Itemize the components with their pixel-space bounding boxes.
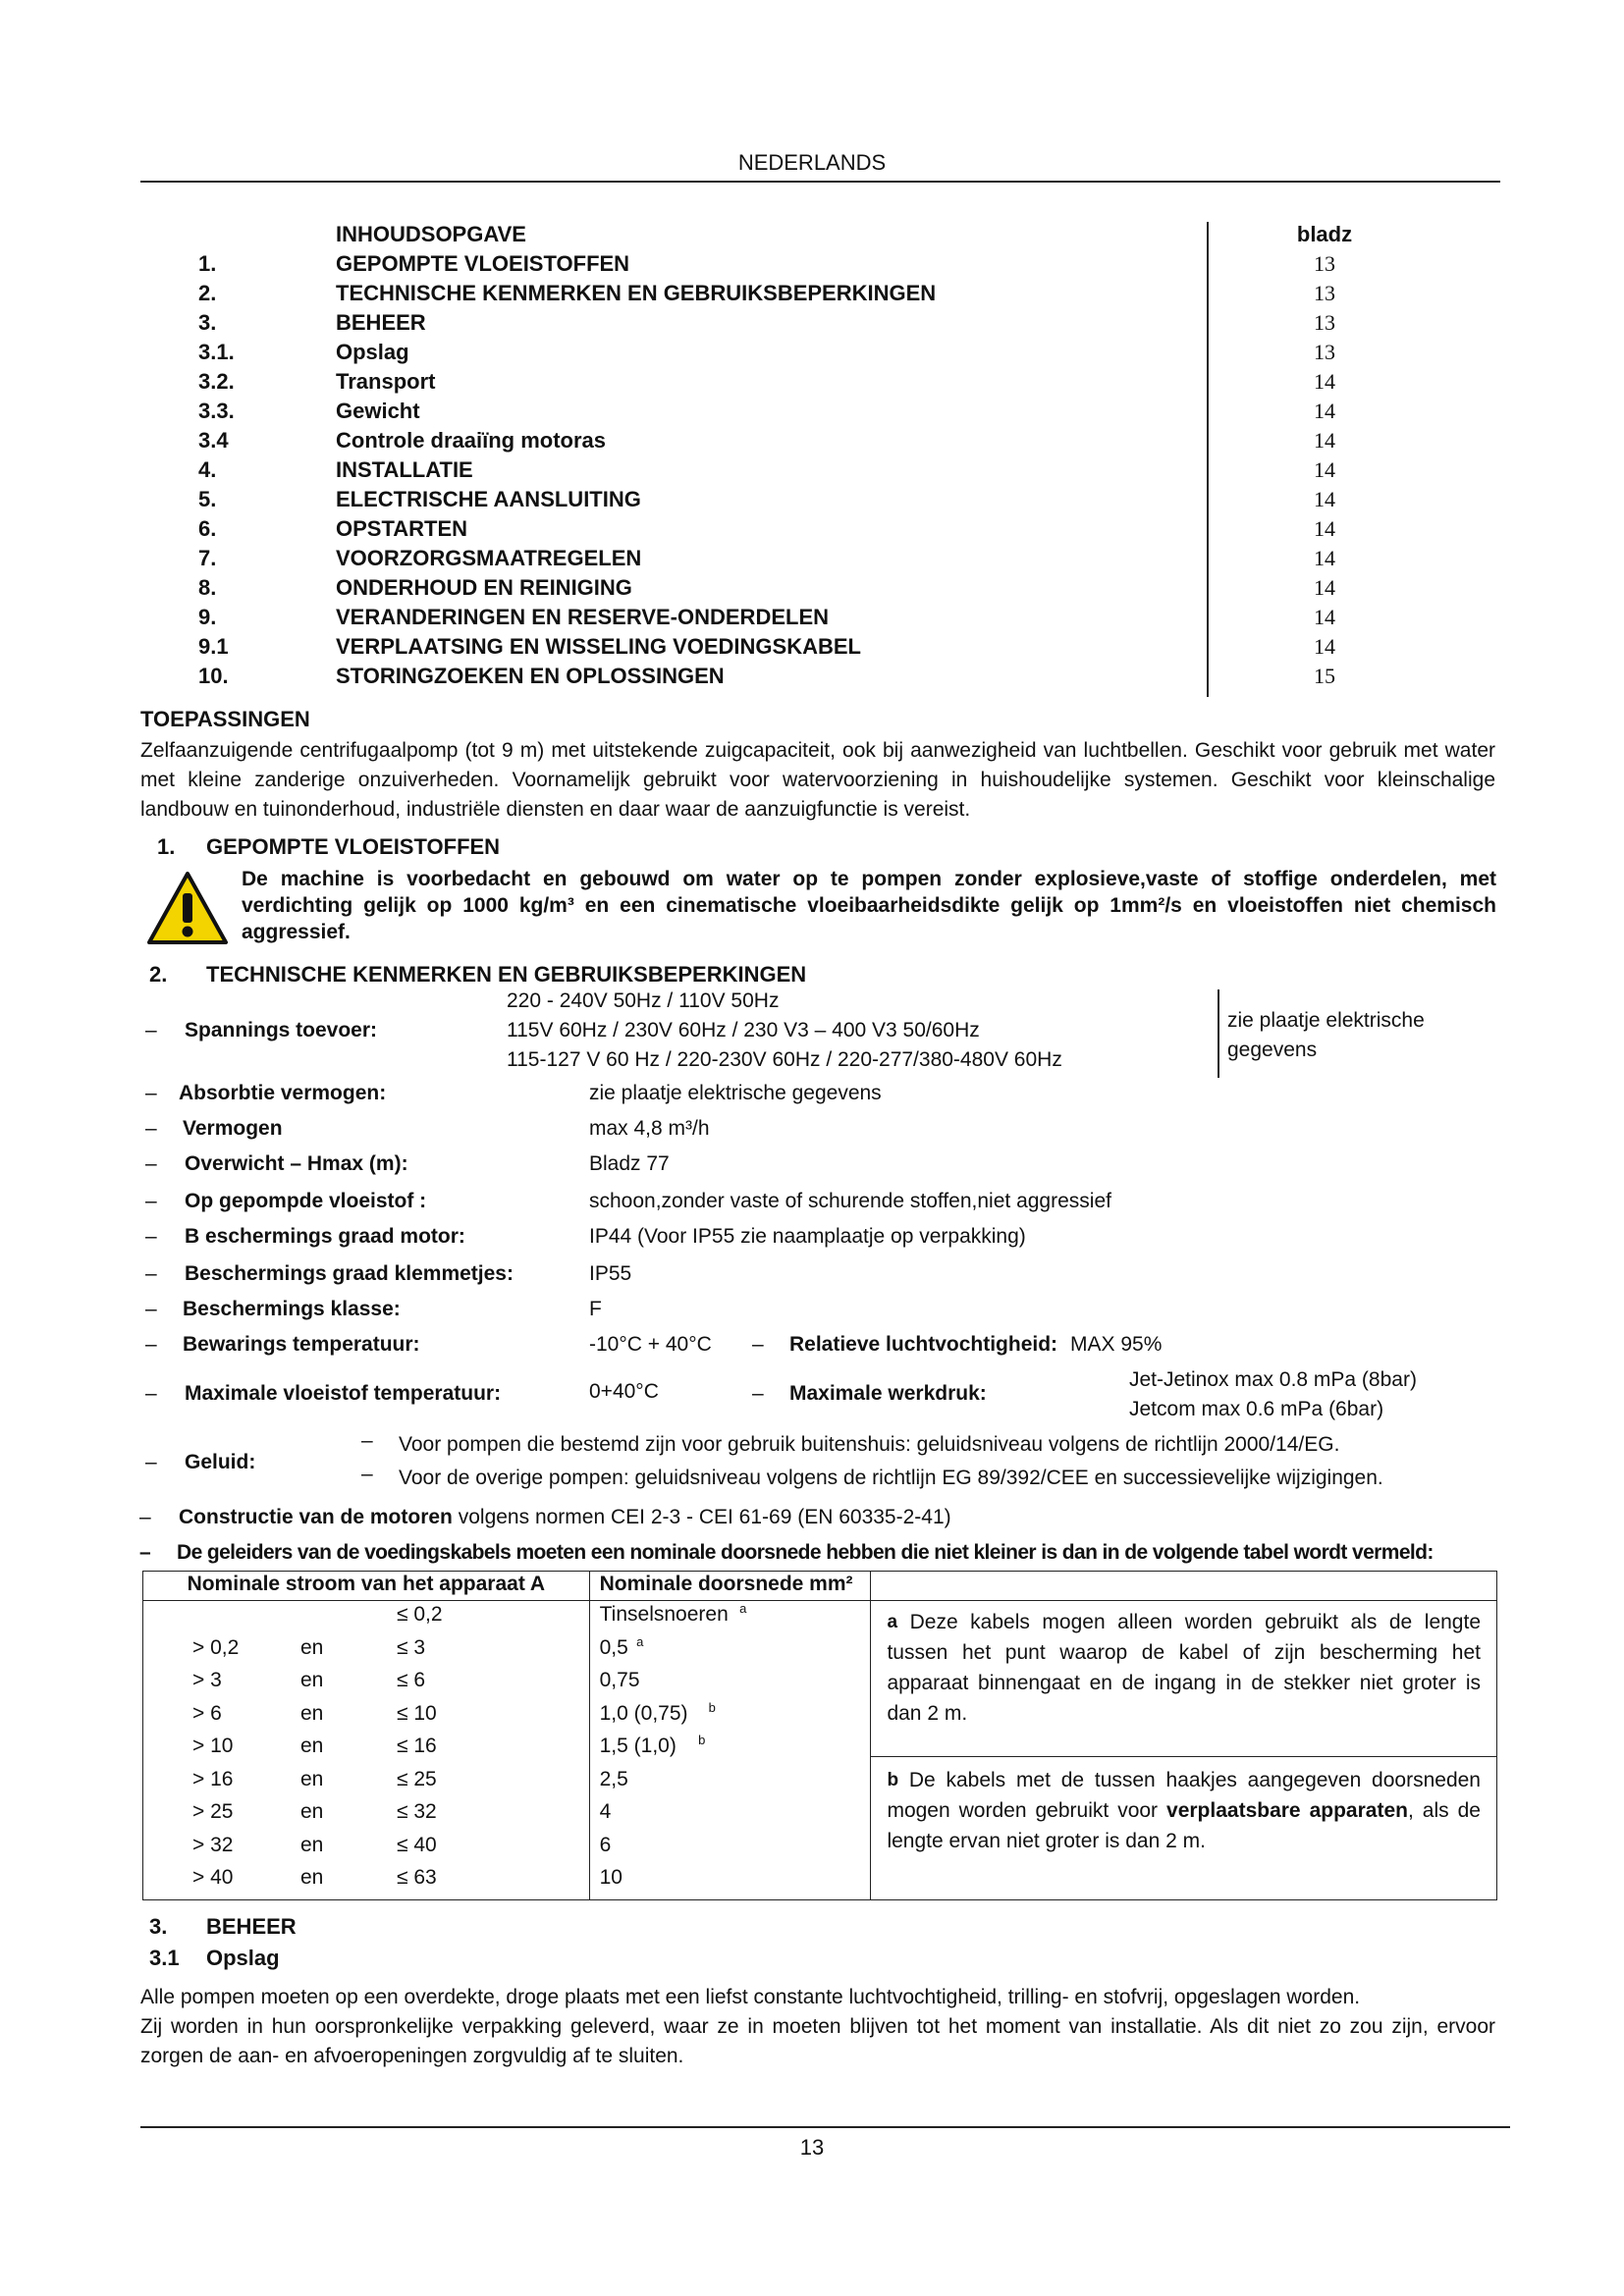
- max-temp-label: Maximale vloeistof temperatuur:: [185, 1382, 502, 1405]
- dash: –: [145, 1298, 157, 1320]
- geluid-line-1: Voor pompen die bestemd zijn voor gebruik buitenshuis: geluidsniveau volgens de richtlijn 2000/14/EG.: [399, 1433, 1340, 1456]
- section1-title: GEPOMPTE VLOEISTOFFEN: [206, 834, 501, 859]
- spanning-note-1: zie plaatje elektrische: [1227, 1009, 1425, 1032]
- warning-line: aggressief.: [242, 921, 351, 943]
- toc-item[interactable]: [0, 546, 1624, 575]
- toepassingen-text: [140, 736, 1495, 825]
- current-from: > 32: [192, 1833, 234, 1856]
- dash: –: [361, 1429, 373, 1452]
- vloeistof-value: schoon,zonder vaste of schurende stoffen,niet aggressief: [589, 1190, 1111, 1212]
- toc-item-title: Gewicht: [336, 399, 420, 423]
- section2-title: TECHNISCHE KENMERKEN EN GEBRUIKSBEPERKINGEN: [206, 962, 807, 987]
- werkdruk-value-2: Jetcom max 0.6 mPa (6bar): [1129, 1398, 1384, 1420]
- toc-item-page: 14: [1314, 516, 1335, 541]
- toc-item-title: BEHEER: [336, 310, 426, 335]
- current-to: ≤ 63: [397, 1866, 437, 1889]
- current-to: ≤ 0,2: [397, 1603, 443, 1626]
- toc-item-number: 3.4: [198, 428, 229, 453]
- bescherming-motor-label: B eschermings graad motor:: [185, 1225, 465, 1248]
- current-to: ≤ 32: [397, 1800, 437, 1823]
- current-to: ≤ 6: [397, 1669, 426, 1691]
- section-value: Tinselsnoeren: [599, 1603, 729, 1626]
- warning-line: De machine is voorbedacht en gebouwd om water op te pompen zonder explosieve,vaste of stoffige onderdelen, met: [242, 868, 1496, 890]
- toc-item[interactable]: [0, 369, 1624, 399]
- toc-item-title: VERANDERINGEN EN RESERVE-ONDERDELEN: [336, 605, 830, 629]
- dash: –: [145, 1190, 157, 1212]
- toc-item[interactable]: [0, 399, 1624, 428]
- werkdruk-label: Maximale werkdruk:: [789, 1382, 987, 1405]
- overwicht-label: Overwicht – Hmax (m):: [185, 1152, 408, 1175]
- toepassingen-line: Zelfaanzuigende centrifugaalpomp (tot 9 m) met uitstekende zuigcapaciteit, ook bij aanwezigheid van luchtbellen. Geschikt voor gebruik met water: [140, 739, 1495, 762]
- toc-title-row: [0, 222, 1624, 251]
- bescherming-klem-value: IP55: [589, 1262, 632, 1285]
- toc-item-title: ELECTRISCHE AANSLUITING: [336, 487, 641, 511]
- toc-item-page: 14: [1314, 605, 1335, 629]
- constructie-label: Constructie van de motoren: [179, 1506, 453, 1528]
- toc-item-page: 13: [1314, 310, 1335, 335]
- spanning-value-1: 220 - 240V 50Hz / 110V 50Hz: [507, 989, 780, 1012]
- toepassingen-heading: TOEPASSINGEN: [140, 707, 310, 731]
- vermogen-value: max 4,8 m³/h: [589, 1117, 710, 1140]
- klasse-label: Beschermings klasse:: [183, 1298, 401, 1320]
- note-a-mark: a: [887, 1612, 898, 1632]
- note-b-text-bold: verplaatsbare apparaten: [1166, 1799, 1408, 1822]
- constructie-value: volgens normen CEI 2-3 - CEI 61-69 (EN 60335-2-41): [452, 1506, 951, 1528]
- toc-item-page: 14: [1314, 369, 1335, 394]
- section-value: 0,5: [599, 1635, 628, 1659]
- dash: –: [145, 1225, 157, 1248]
- section-footnote-mark: a: [739, 1601, 747, 1616]
- section-value: 2,5: [599, 1767, 628, 1790]
- toc-item-number: 9.1: [198, 634, 229, 659]
- toc-item-title: STORINGZOEKEN EN OPLOSSINGEN: [336, 664, 725, 688]
- warning-triangle-icon: [147, 872, 228, 944]
- note-b-text-before: De kabels met de tussen haakjes aangegeven doorsneden mogen worden gebruikt voor: [887, 1769, 1481, 1822]
- toc-item-title: Controle draaiïng motoras: [336, 428, 607, 453]
- dash: –: [145, 1152, 157, 1175]
- header-rule: [140, 181, 1500, 183]
- current-en: en: [300, 1767, 324, 1790]
- toepassingen-line: met kleine zanderige onzuiverheden. Voornamelijk gebruikt voor watervoorziening in huishoudelijke systemen. Geschikt voor kleinschalige: [140, 769, 1495, 791]
- page-language-header: NEDERLANDS: [737, 150, 887, 175]
- note-a-text: Deze kabels mogen alleen worden gebruikt als de lengte tussen het punt waarop de kabel of zijn bescherming het apparaat binnengaat en de ingang in de stekker niet groter is dan 2 m.: [887, 1611, 1481, 1725]
- spanning-note-2: gegevens: [1227, 1039, 1318, 1061]
- dash: –: [139, 1506, 151, 1528]
- section-value: 4: [599, 1800, 612, 1823]
- section1-number: 1.: [157, 834, 176, 859]
- current-from: > 6: [192, 1701, 222, 1725]
- dash: –: [145, 1019, 157, 1041]
- note-b-mark: b: [887, 1770, 899, 1790]
- toc-item-page: 14: [1314, 634, 1335, 659]
- notes-header-empty: [871, 1572, 1497, 1601]
- toc-item-title: ONDERHOUD EN REINIGING: [336, 575, 632, 600]
- section2-number: 2.: [149, 962, 168, 987]
- note-b: [871, 1757, 1497, 1900]
- section-value: 6: [599, 1833, 612, 1856]
- toc-item[interactable]: [0, 428, 1624, 457]
- toc-item-title: TECHNISCHE KENMERKEN EN GEBRUIKSBEPERKINGEN: [336, 281, 937, 305]
- section-value: 1,5 (1,0): [599, 1735, 677, 1757]
- note-b-text-after: , als de lengte ervan niet groter is dan 2 m.: [887, 1799, 1481, 1852]
- toc-item-number: 3.1.: [198, 340, 235, 364]
- toc-item-number: 8.: [198, 575, 217, 600]
- section-footnote-mark: b: [708, 1699, 716, 1715]
- toc-item-number: 3.3.: [198, 399, 235, 423]
- cable-section-table: [142, 1571, 1497, 1900]
- toc-item[interactable]: [0, 340, 1624, 369]
- toc-item-title: INSTALLATIE: [336, 457, 473, 482]
- toc-page-header: bladz: [1296, 222, 1353, 246]
- dash: –: [145, 1333, 157, 1356]
- note-a: [871, 1601, 1497, 1757]
- dash: –: [752, 1333, 764, 1356]
- toc-item-page: 14: [1314, 428, 1335, 453]
- current-en: en: [300, 1800, 324, 1823]
- toc-item[interactable]: [0, 575, 1624, 605]
- toc-item[interactable]: [0, 310, 1624, 340]
- toc-item-page: 14: [1314, 546, 1335, 570]
- toc-item-number: 7.: [198, 546, 217, 570]
- toc-item-number: 9.: [198, 605, 217, 629]
- section-column: [589, 1601, 871, 1900]
- toc-item[interactable]: [0, 516, 1624, 546]
- dash: –: [145, 1117, 157, 1140]
- toc-item-number: 5.: [198, 487, 217, 511]
- warning-line: verdichting gelijk op 1000 kg/m³ en een cinematische vloeibaarheidsdikte gelijk op 1mm²/s en vloeistoffen niet chemisch: [242, 894, 1496, 917]
- bescherming-klem-label: Beschermings graad klemmetjes:: [185, 1262, 514, 1285]
- toc-item-number: 10.: [198, 664, 229, 688]
- current-to: ≤ 40: [397, 1833, 437, 1856]
- luchtvochtigheid-label: Relatieve luchtvochtigheid:: [789, 1333, 1058, 1356]
- toc-item-number: 1.: [198, 251, 217, 276]
- toc-item-title: GEPOMPTE VLOEISTOFFEN: [336, 251, 630, 276]
- current-to: ≤ 16: [397, 1735, 437, 1757]
- toc-item-title: Transport: [336, 369, 436, 394]
- current-to: ≤ 3: [397, 1635, 426, 1659]
- toc-item[interactable]: [0, 281, 1624, 310]
- page-number: 13: [799, 2135, 825, 2160]
- section1-warning-text: [242, 866, 1496, 945]
- toc-item[interactable]: [0, 457, 1624, 487]
- luchtvochtigheid-value: MAX 95%: [1070, 1333, 1163, 1356]
- bewarings-label: Bewarings temperatuur:: [183, 1333, 420, 1356]
- vloeistof-label: Op gepompde vloeistof :: [185, 1190, 427, 1212]
- toc-item-page: 15: [1314, 664, 1335, 688]
- vermogen-label: Vermogen: [183, 1117, 283, 1140]
- toc-item[interactable]: [0, 634, 1624, 664]
- toc-item[interactable]: [0, 487, 1624, 516]
- current-from: > 3: [192, 1669, 222, 1691]
- current-en: en: [300, 1635, 324, 1659]
- spanning-value-3: 115-127 V 60 Hz / 220-230V 60Hz / 220-277/380-480V 60Hz: [507, 1048, 1062, 1071]
- current-from: > 0,2: [192, 1635, 240, 1659]
- section31-title: Opslag: [206, 1946, 280, 1970]
- dash: –: [361, 1463, 373, 1485]
- toc-item[interactable]: [0, 251, 1624, 281]
- col1-header: Nominale stroom van het apparaat A: [143, 1572, 590, 1601]
- toc-item-number: 4.: [198, 457, 217, 482]
- toc-item-page: 13: [1314, 340, 1335, 364]
- section-value: 10: [599, 1866, 623, 1889]
- toc-item[interactable]: [0, 605, 1624, 634]
- current-en: en: [300, 1735, 324, 1757]
- toc-item-page: 14: [1314, 487, 1335, 511]
- toc-item-page: 14: [1314, 457, 1335, 482]
- current-to: ≤ 25: [397, 1767, 437, 1790]
- section-footnote-mark: a: [636, 1633, 644, 1649]
- bewarings-value: -10°C + 40°C: [589, 1333, 712, 1356]
- spanning-note-divider: [1218, 989, 1219, 1078]
- current-to: ≤ 10: [397, 1701, 437, 1725]
- opslag-line: Zij worden in hun oorspronkelijke verpakking geleverd, waar ze in moeten blijven tot het moment van installatie. Als dit niet zo zou zijn, ervoor: [140, 2015, 1495, 2038]
- spanning-label: Spannings toevoer:: [185, 1019, 378, 1041]
- current-en: en: [300, 1866, 324, 1889]
- section-footnote-mark: b: [698, 1733, 706, 1747]
- section-value: 0,75: [599, 1669, 640, 1691]
- footer-rule: [140, 2126, 1510, 2128]
- toepassingen-line: landbouw en tuinonderhoud, industriële diensten en daar waar de aanzuigfunctie is vereist.: [140, 798, 971, 821]
- toc-title: INHOUDSOPGAVE: [336, 222, 526, 246]
- current-en: en: [300, 1833, 324, 1856]
- section-value: 1,0 (0,75): [599, 1701, 688, 1725]
- geluid-label: Geluid:: [185, 1451, 256, 1473]
- toc-item-title: VERPLAATSING EN WISSELING VOEDINGSKABEL: [336, 634, 861, 659]
- current-column: [143, 1601, 590, 1900]
- dash: –: [145, 1382, 157, 1405]
- dash: –: [145, 1262, 157, 1285]
- toc-item-title: Opslag: [336, 340, 409, 364]
- section3-title: BEHEER: [206, 1914, 297, 1939]
- toc-item-page: 13: [1314, 251, 1335, 276]
- absorbtie-label: Absorbtie vermogen:: [179, 1082, 387, 1104]
- opslag-line: zorgen de aan- en afvoeropeningen zorgvuldig af te sluiten.: [140, 2045, 684, 2067]
- section31-number: 3.1: [149, 1946, 180, 1970]
- toc-divider: [1207, 222, 1209, 697]
- current-from: > 16: [192, 1767, 234, 1790]
- geleiders-text: De geleiders van de voedingskabels moeten een nominale doorsnede hebben die niet kleiner is dan in de volgende tabel wordt vermeld:: [177, 1541, 1434, 1564]
- spanning-value-2: 115V 60Hz / 230V 60Hz / 230 V3 – 400 V3 50/60Hz: [507, 1019, 980, 1041]
- opslag-line: Alle pompen moeten op een overdekte, droge plaats met een liefst constante luchtvochtigheid, trilling- en stofvrij, opgeslagen worden.: [140, 1986, 1361, 2008]
- current-from: > 25: [192, 1800, 234, 1823]
- current-from: > 10: [192, 1735, 234, 1757]
- dash: –: [145, 1451, 157, 1473]
- bescherming-motor-value: IP44 (Voor IP55 zie naamplaatje op verpakking): [589, 1225, 1026, 1248]
- toc-item-title: VOORZORGSMAATREGELEN: [336, 546, 642, 570]
- max-temp-value: 0+40°C: [589, 1380, 659, 1403]
- absorbtie-value: zie plaatje elektrische gegevens: [589, 1082, 882, 1104]
- toc-item[interactable]: [0, 664, 1624, 693]
- toc-item-page: 14: [1314, 399, 1335, 423]
- opslag-text: [140, 1983, 1495, 2071]
- klasse-value: F: [589, 1298, 602, 1320]
- current-en: en: [300, 1669, 324, 1691]
- col2-header: Nominale doorsnede mm²: [589, 1572, 871, 1601]
- dash: –: [752, 1382, 764, 1405]
- geluid-line-2: Voor de overige pompen: geluidsniveau volgens de richtlijn EG 89/392/CEE en successievelijke wijzigingen.: [399, 1467, 1383, 1489]
- toc-item-page: 13: [1314, 281, 1335, 305]
- toc-item-number: 2.: [198, 281, 217, 305]
- toc-item-number: 6.: [198, 516, 217, 541]
- current-from: > 40: [192, 1866, 234, 1889]
- current-en: en: [300, 1701, 324, 1725]
- overwicht-value: Bladz 77: [589, 1152, 670, 1175]
- section3-number: 3.: [149, 1914, 168, 1939]
- toc-item-page: 14: [1314, 575, 1335, 600]
- dash: –: [145, 1082, 157, 1104]
- werkdruk-value-1: Jet-Jetinox max 0.8 mPa (8bar): [1129, 1368, 1417, 1391]
- dash: –: [139, 1541, 151, 1564]
- toc-item-title: OPSTARTEN: [336, 516, 468, 541]
- toc-item-number: 3.: [198, 310, 217, 335]
- toc-item-number: 3.2.: [198, 369, 235, 394]
